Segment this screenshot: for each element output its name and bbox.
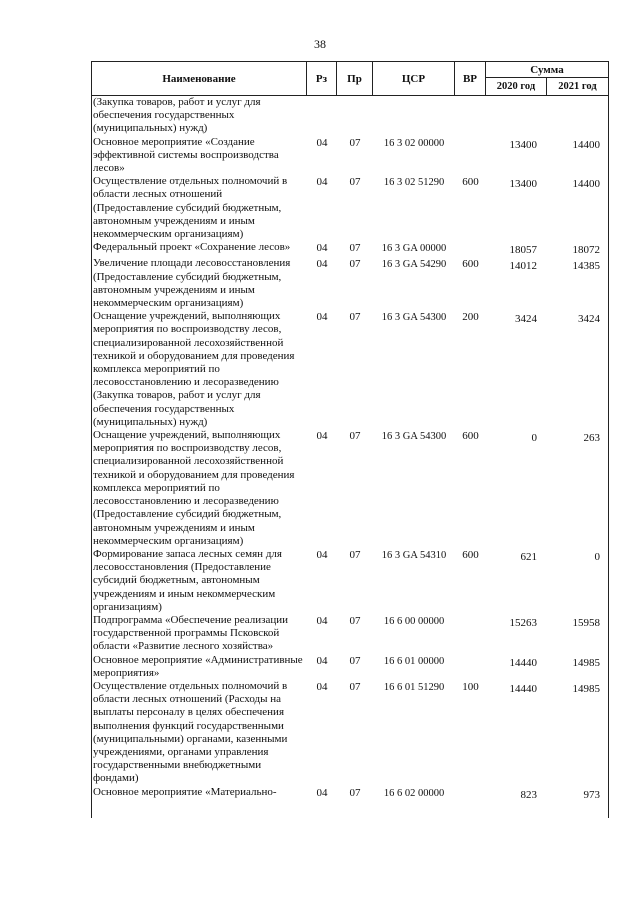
budget-table (91, 61, 609, 818)
cell-name: Осуществление отдельных полномочий в области лесных отношений (Расходы на выплаты персоналу в целях обеспечения выполнения функций государственными (муниципальными) органами, казенными учреждениями, органами управления государственными внебюджетными фондами) (93, 679, 288, 785)
cell-sum-2020: 13400 (509, 178, 537, 191)
cell-vr: 600 (462, 548, 479, 561)
header-sum: Сумма (486, 62, 608, 78)
cell-vr: 200 (462, 311, 479, 324)
cell-name: Основное мероприятие «Создание эффективной системы воспроизводства лесов» (93, 135, 279, 175)
cell-rz: 04 (316, 614, 328, 627)
table-row (92, 175, 608, 241)
cell-pr: 07 (349, 311, 361, 324)
cell-sum-2021: 14400 (572, 178, 600, 191)
cell-sum-2020: 14440 (509, 656, 537, 669)
cell-pr: 07 (349, 136, 361, 149)
cell-rz: 04 (316, 680, 328, 693)
cell-pr (337, 96, 373, 136)
cell-name: Основное мероприятие «Административные мероприятия» (93, 653, 303, 679)
cell-name: Формирование запаса лесных семян для лесовосстановления (Предоставление субсидий бюджетным, автономным учреждениям и иным некоммерческим организациям) (93, 547, 282, 613)
cell-vr: 600 (462, 176, 479, 189)
cell-csr: 16 3 02 00000 (383, 137, 445, 149)
cell-sum-2020: 15263 (509, 616, 537, 629)
table-row (92, 96, 608, 136)
cell-rz: 04 (316, 136, 328, 149)
header-year-2020: 2020 год (486, 78, 547, 95)
header-year-2021: 2021 год (558, 81, 597, 92)
table-row (92, 786, 608, 802)
cell-sum-2021: 14985 (572, 656, 600, 669)
table-row (92, 257, 608, 310)
cell-vr (455, 136, 486, 176)
table-row (92, 241, 608, 257)
cell-name: (Закупка товаров, работ и услуг для обеспечения государственных (муниципальных) нужд) (93, 96, 261, 135)
cell-pr: 07 (349, 654, 361, 667)
cell-vr: 600 (462, 258, 479, 271)
cell-sum-2020: 0 (531, 432, 537, 445)
cell-rz: 04 (316, 654, 328, 667)
cell-sum-2020: 823 (520, 788, 537, 801)
cell-sum-2021: 263 (583, 432, 600, 445)
cell-sum-2021: 14400 (572, 138, 600, 151)
cell-name: Оснащение учреждений, выполняющих мероприятия по воспроизводству лесов, специализированной лесохозяйственной техникой и оборудованием для проведения комплекса мероприятий по лесовосстановлению и лесоразведению (Предоставление субсидий бюджетным, автономным учреждениям и иным некоммерческим организациям) (93, 429, 295, 547)
cell-csr: 16 3 GA 00000 (381, 243, 447, 255)
cell-csr: 16 6 01 00000 (383, 655, 445, 667)
cell-csr: 16 6 00 00000 (383, 615, 445, 627)
cell-rz: 04 (316, 242, 328, 255)
table-row (92, 548, 608, 614)
cell-sum-2021: 973 (583, 788, 600, 801)
cell-sum-2021: 14385 (572, 260, 600, 273)
cell-csr: 16 3 02 51290 (383, 177, 445, 189)
table-row (92, 680, 608, 786)
header-name: Наименование (92, 62, 307, 95)
cell-pr: 07 (349, 242, 361, 255)
cell-name: Федеральный проект «Сохранение лесов» (93, 241, 291, 254)
cell-csr: 16 6 02 00000 (383, 787, 445, 799)
cell-sum-2021: 14985 (572, 682, 600, 695)
header-csr: ЦСР (373, 62, 455, 95)
table-row (92, 429, 608, 548)
cell-name: Подпрограмма «Обеспечение реализации государственной программы Псковской области «Развитие лесного хозяйства» (93, 613, 288, 653)
table-row (92, 310, 608, 429)
cell-pr: 07 (349, 430, 361, 443)
cell-pr: 07 (349, 548, 361, 561)
cell-sum-2020: 13400 (509, 138, 537, 151)
table-row (92, 614, 608, 654)
cell-rz: 04 (316, 176, 328, 189)
cell-sum-2020: 3424 (515, 313, 537, 326)
cell-sum-2020: 621 (520, 550, 537, 563)
cell-csr: 16 3 GA 54290 (381, 259, 447, 271)
cell-sum-2021 (547, 96, 608, 136)
cell-csr: 16 3 GA 54300 (381, 431, 447, 443)
table-row (92, 136, 608, 176)
cell-csr: 16 3 GA 54310 (381, 549, 447, 561)
cell-pr: 07 (349, 786, 361, 799)
cell-rz: 04 (316, 258, 328, 271)
cell-name: Осуществление отдельных полномочий в области лесных отношений (Предоставление субсидий бюджетным, автономным учреждениям и иным некоммерческим организациям) (93, 175, 288, 241)
table-body (92, 96, 608, 818)
cell-csr (373, 96, 455, 136)
cell-pr: 07 (349, 680, 361, 693)
cell-sum-2021: 15958 (572, 616, 600, 629)
header-rz: Рз (307, 62, 337, 95)
cell-sum-2020: 14440 (509, 682, 537, 695)
cell-vr (455, 96, 486, 136)
cell-sum-2020: 18057 (509, 244, 537, 257)
cell-name: Увеличение площади лесовосстановления (Предоставление субсидий бюджетным, автономным учреждениям и иным некоммерческим организациям) (93, 257, 291, 310)
cell-name: Оснащение учреждений, выполняющих мероприятия по воспроизводству лесов, специализированной лесохозяйственной техникой и оборудованием для проведения комплекса мероприятий по лесовосстановлению и лесоразведению (Закупка товаров, работ и услуг для обеспечения государственных (муниципальных) нужд) (93, 310, 295, 428)
cell-vr: 100 (462, 680, 479, 693)
cell-rz (307, 96, 337, 136)
cell-name: Основное мероприятие «Материально- (93, 785, 277, 798)
table-row (92, 654, 608, 680)
cell-vr (455, 241, 486, 257)
cell-rz: 04 (316, 786, 328, 799)
cell-rz: 04 (316, 548, 328, 561)
cell-sum-2021: 18072 (572, 244, 600, 257)
table-header (92, 61, 608, 96)
header-vr: ВР (455, 62, 486, 95)
cell-vr (455, 614, 486, 654)
cell-vr: 600 (462, 430, 479, 443)
cell-sum-2020 (486, 96, 547, 136)
page-number: 38 (314, 37, 326, 51)
cell-sum-2020: 14012 (509, 260, 537, 273)
cell-csr: 16 6 01 51290 (383, 681, 445, 693)
cell-pr: 07 (349, 258, 361, 271)
cell-csr: 16 3 GA 54300 (381, 312, 447, 324)
header-pr: Пр (337, 62, 373, 95)
cell-rz: 04 (316, 311, 328, 324)
cell-vr (455, 786, 486, 802)
cell-pr: 07 (349, 614, 361, 627)
cell-vr (455, 654, 486, 680)
cell-pr: 07 (349, 176, 361, 189)
cell-rz: 04 (316, 430, 328, 443)
cell-sum-2021: 3424 (578, 313, 600, 326)
cell-sum-2021: 0 (594, 550, 600, 563)
